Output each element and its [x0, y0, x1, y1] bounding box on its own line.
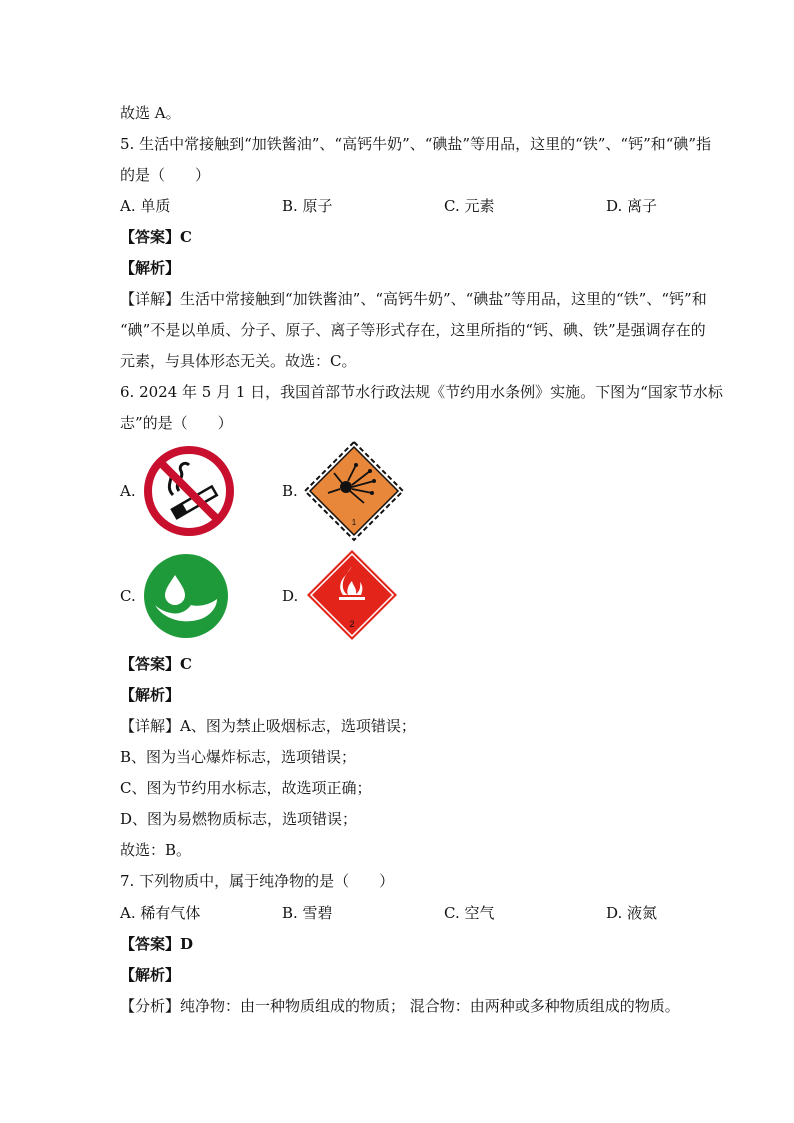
sign-b-label: B.: [282, 482, 298, 500]
question-5-stem: 5. 生活中常接触到“加铁酱油”、“高钙牛奶”、“碘盐”等用品，这里的“铁”、“钙”和“碘”指: [120, 135, 712, 153]
analysis-label: 【解析】: [120, 686, 181, 704]
explosive-warning-icon: [304, 441, 404, 541]
no-smoking-icon: [143, 445, 235, 537]
sign-b-number: 1: [351, 518, 357, 527]
text-line: 故选 A。: [120, 104, 181, 122]
sign-a-label: A.: [120, 482, 136, 500]
detail-text: 【详解】生活中常接触到“加铁酱油”、“高钙牛奶”、“碘盐”等用品，这里的“铁”、“钙”和: [120, 290, 707, 308]
detail-text: 元素，与具体形态无关。故选：C。: [120, 352, 357, 370]
option-d: D. 液氮: [606, 904, 658, 922]
detail-text: “碘”不是以单质、分子、原子、离子等形式存在，这里所指的“钙、碘、铁”是强调存在的: [120, 321, 706, 339]
detail-text: D、图为易燃物质标志，选项错误；: [120, 810, 358, 828]
option-b: B. 雪碧: [282, 904, 333, 922]
option-c: C. 元素: [444, 197, 495, 215]
option-d: D. 离子: [606, 197, 658, 215]
flammable-warning-icon: [305, 548, 399, 642]
question-5-options: [120, 196, 680, 216]
sign-d-number: 2: [349, 619, 355, 629]
option-b: B. 原子: [282, 197, 333, 215]
analysis-label: 【解析】: [120, 966, 181, 984]
option-a: A. 单质: [120, 197, 171, 215]
answer-label: 【答案】D: [120, 935, 194, 953]
question-7-stem: 7. 下列物质中，属于纯净物的是（ ）: [120, 872, 395, 890]
analysis-label: 【解析】: [120, 259, 181, 277]
question-7-options: [120, 903, 680, 923]
sign-c-label: C.: [120, 587, 136, 605]
detail-text: 故选：B。: [120, 841, 192, 859]
question-6-stem-cont: 志”的是（ ）: [120, 414, 233, 432]
option-c: C. 空气: [444, 904, 495, 922]
analysis-text: 【分析】纯净物：由一种物质组成的物质； 混合物：由两种或多种物质组成的物质。: [120, 997, 680, 1015]
question-5-stem-cont: 的是（ ）: [120, 166, 211, 184]
detail-text: B、图为当心爆炸标志，选项错误；: [120, 748, 357, 766]
answer-label: 【答案】C: [120, 228, 192, 246]
detail-text: 【详解】A、图为禁止吸烟标志，选项错误；: [120, 717, 416, 735]
question-6-stem: 6. 2024 年 5 月 1 日，我国首部节水行政法规《节约用水条例》实施。下图为“国家节水标: [120, 383, 723, 401]
detail-text: C、图为节约用水标志，故选项正确；: [120, 779, 372, 797]
option-a: A. 稀有气体: [120, 904, 201, 922]
sign-d-label: D.: [282, 587, 299, 605]
answer-label: 【答案】C: [120, 655, 192, 673]
water-saving-icon: [143, 553, 229, 639]
